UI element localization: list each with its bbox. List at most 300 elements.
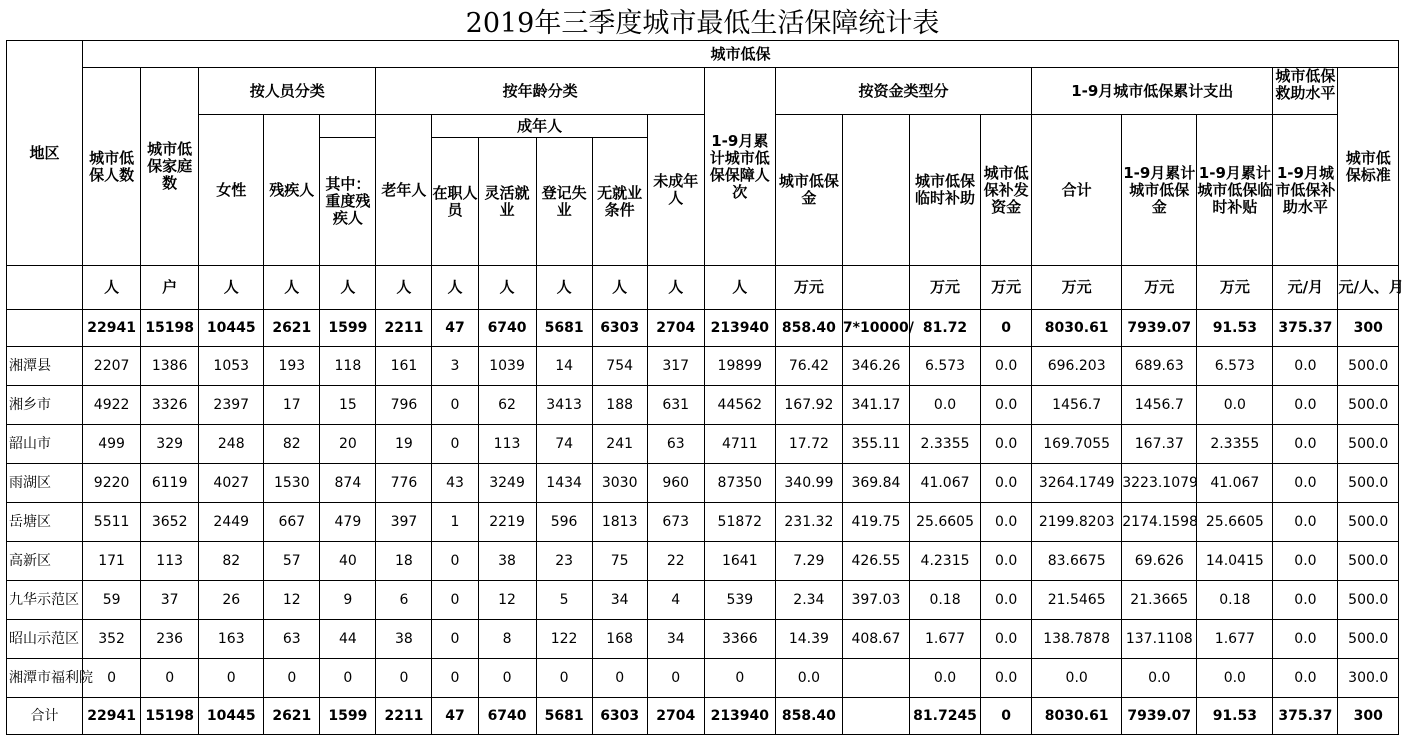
data-cell: 0	[432, 425, 478, 464]
total-cell: 15198	[141, 698, 199, 735]
data-cell: 0	[376, 659, 432, 698]
data-cell: 4.2315	[910, 542, 981, 581]
data-cell: 21.3665	[1122, 581, 1197, 620]
total-cell: 22941	[83, 698, 141, 735]
severe-disabled-header: 其中：重度残疾人	[320, 138, 376, 266]
data-cell: 3	[432, 347, 478, 386]
data-cell: 1039	[478, 347, 536, 386]
data-cell: 0.0	[981, 464, 1032, 503]
data-cell: 500.0	[1338, 542, 1399, 581]
cum-level-header: 1-9月城市低保补助水平	[1273, 115, 1338, 266]
data-cell: 0	[141, 659, 199, 698]
summary-cell: 0	[981, 310, 1032, 347]
summary-cell: 6303	[592, 310, 647, 347]
data-cell: 0	[432, 659, 478, 698]
person-times-header: 1-9月累计城市低保保障人次	[704, 68, 775, 266]
data-cell: 40	[320, 542, 376, 581]
data-cell: 0	[432, 542, 478, 581]
data-cell: 14	[536, 347, 592, 386]
data-cell: 113	[478, 425, 536, 464]
unit-cell: 万元	[1032, 266, 1122, 310]
table-row	[7, 386, 1399, 425]
data-cell: 0.0	[1273, 581, 1338, 620]
table-row	[7, 659, 1399, 698]
data-cell: 0.0	[1197, 659, 1273, 698]
data-cell: 2207	[83, 347, 141, 386]
region-cell: 湘潭市福利院	[7, 659, 83, 698]
summary-cell: 1599	[320, 310, 376, 347]
data-cell: 17.72	[775, 425, 842, 464]
data-cell: 369.84	[842, 464, 909, 503]
data-cell: 236	[141, 620, 199, 659]
data-cell: 0	[432, 581, 478, 620]
unit-cell	[842, 266, 909, 310]
data-cell: 2.3355	[1197, 425, 1273, 464]
total-cell: 8030.61	[1032, 698, 1122, 735]
region-cell: 雨湖区	[7, 464, 83, 503]
data-cell: 3249	[478, 464, 536, 503]
summary-cell: 2211	[376, 310, 432, 347]
data-cell: 539	[704, 581, 775, 620]
data-cell: 63	[264, 620, 320, 659]
data-cell: 163	[199, 620, 264, 659]
data-cell: 500.0	[1338, 386, 1399, 425]
data-cell: 500.0	[1338, 620, 1399, 659]
data-cell: 18	[376, 542, 432, 581]
data-cell: 34	[647, 620, 704, 659]
data-cell: 0.0	[981, 620, 1032, 659]
data-cell: 0	[264, 659, 320, 698]
data-cell: 82	[199, 542, 264, 581]
summary-cell: 22941	[83, 310, 141, 347]
data-cell: 340.99	[775, 464, 842, 503]
by-person-group-header: 按人员分类	[199, 68, 376, 115]
data-cell: 874	[320, 464, 376, 503]
data-cell: 419.75	[842, 503, 909, 542]
data-cell: 397.03	[842, 581, 909, 620]
data-cell: 1641	[704, 542, 775, 581]
data-cell: 0.0	[981, 425, 1032, 464]
region-cell: 昭山示范区	[7, 620, 83, 659]
data-cell	[842, 659, 909, 698]
data-cell: 122	[536, 620, 592, 659]
total-cell: 213940	[704, 698, 775, 735]
data-cell: 1530	[264, 464, 320, 503]
unit-cell: 人	[320, 266, 376, 310]
data-cell: 0.0	[981, 386, 1032, 425]
summary-region-cell	[7, 310, 83, 347]
data-cell: 0.0	[1122, 659, 1197, 698]
fund-supp-header: 城市低保补发资金	[981, 115, 1032, 266]
summary-cell: 15198	[141, 310, 199, 347]
city-dibao-group-header: 城市低保	[83, 41, 1399, 68]
data-cell: 17	[264, 386, 320, 425]
data-cell: 0.0	[1273, 503, 1338, 542]
adult-group-header: 成年人	[432, 115, 647, 138]
data-cell: 408.67	[842, 620, 909, 659]
data-cell: 0	[199, 659, 264, 698]
total-cell: 6740	[478, 698, 536, 735]
summary-cell: 7939.07	[1122, 310, 1197, 347]
summary-cell: 2621	[264, 310, 320, 347]
summary-cell: 10445	[199, 310, 264, 347]
data-cell: 248	[199, 425, 264, 464]
data-cell: 0	[432, 620, 478, 659]
data-cell: 44	[320, 620, 376, 659]
unit-cell: 万元	[775, 266, 842, 310]
data-cell: 1456.7	[1122, 386, 1197, 425]
data-cell: 3030	[592, 464, 647, 503]
total-cell: 375.37	[1273, 698, 1338, 735]
data-cell: 168	[592, 620, 647, 659]
data-cell: 22	[647, 542, 704, 581]
data-cell: 0.0	[981, 542, 1032, 581]
summary-cell: 7*10000/	[842, 310, 909, 347]
region-cell: 韶山市	[7, 425, 83, 464]
standard-header: 城市低保标准	[1338, 68, 1399, 266]
summary-cell: 81.72	[910, 310, 981, 347]
units-region-cell	[7, 266, 83, 310]
data-cell: 300.0	[1338, 659, 1399, 698]
data-cell: 5511	[83, 503, 141, 542]
data-cell: 241	[592, 425, 647, 464]
data-cell: 0.0	[775, 659, 842, 698]
data-cell: 499	[83, 425, 141, 464]
cum-total-header: 合计	[1032, 115, 1122, 266]
data-cell: 169.7055	[1032, 425, 1122, 464]
data-cell: 754	[592, 347, 647, 386]
data-cell: 500.0	[1338, 581, 1399, 620]
data-cell: 0.0	[1273, 659, 1338, 698]
data-cell: 3413	[536, 386, 592, 425]
table-row	[7, 425, 1399, 464]
persons-header: 城市低保人数	[83, 68, 141, 266]
data-cell: 231.32	[775, 503, 842, 542]
data-cell: 960	[647, 464, 704, 503]
data-cell: 346.26	[842, 347, 909, 386]
data-cell: 2199.8203	[1032, 503, 1122, 542]
summary-cell: 5681	[536, 310, 592, 347]
data-cell: 6.573	[1197, 347, 1273, 386]
data-cell: 9220	[83, 464, 141, 503]
data-cell: 0.0	[981, 659, 1032, 698]
data-cell: 138.7878	[1032, 620, 1122, 659]
data-cell: 0.0	[1273, 542, 1338, 581]
total-row	[7, 698, 1399, 735]
data-cell: 0	[432, 386, 478, 425]
data-cell: 74	[536, 425, 592, 464]
summary-cell: 213940	[704, 310, 775, 347]
data-cell: 0.0	[981, 581, 1032, 620]
households-header: 城市低保家庭数	[141, 68, 199, 266]
data-cell: 500.0	[1338, 464, 1399, 503]
disabled-header: 残疾人	[264, 115, 320, 266]
data-cell: 37	[141, 581, 199, 620]
data-cell: 76.42	[775, 347, 842, 386]
data-cell: 1	[432, 503, 478, 542]
data-cell: 2.3355	[910, 425, 981, 464]
data-cell: 25.6605	[910, 503, 981, 542]
data-cell: 6119	[141, 464, 199, 503]
by-age-group-header: 按年龄分类	[376, 68, 704, 115]
data-cell: 0.0	[1273, 347, 1338, 386]
table-row	[7, 542, 1399, 581]
data-cell: 0.0	[1197, 386, 1273, 425]
total-cell: 5681	[536, 698, 592, 735]
data-cell: 6.573	[910, 347, 981, 386]
minor-header: 未成年人	[647, 115, 704, 266]
data-cell: 317	[647, 347, 704, 386]
data-cell: 7.29	[775, 542, 842, 581]
flexible-header: 灵活就业	[478, 138, 536, 266]
summary-cell: 858.40	[775, 310, 842, 347]
data-cell: 38	[478, 542, 536, 581]
unit-cell: 人	[199, 266, 264, 310]
data-cell: 355.11	[842, 425, 909, 464]
data-cell: 0	[536, 659, 592, 698]
unit-cell: 人	[704, 266, 775, 310]
unit-cell: 人	[536, 266, 592, 310]
region-cell: 湘乡市	[7, 386, 83, 425]
data-cell: 673	[647, 503, 704, 542]
data-cell: 5	[536, 581, 592, 620]
data-cell: 0.0	[981, 347, 1032, 386]
data-cell: 8	[478, 620, 536, 659]
summary-cell: 47	[432, 310, 478, 347]
data-cell: 4711	[704, 425, 775, 464]
data-cell: 0.0	[981, 503, 1032, 542]
data-cell: 75	[592, 542, 647, 581]
employed-header: 在职人员	[432, 138, 478, 266]
data-cell: 0.0	[1273, 620, 1338, 659]
unit-cell: 户	[141, 266, 199, 310]
data-cell: 14.0415	[1197, 542, 1273, 581]
data-cell: 0	[83, 659, 141, 698]
unit-cell: 人	[478, 266, 536, 310]
data-cell: 3366	[704, 620, 775, 659]
unit-cell: 人	[432, 266, 478, 310]
statistics-table	[6, 40, 1404, 735]
registered-unemployed-header: 登记失业	[536, 138, 592, 266]
data-cell: 1.677	[1197, 620, 1273, 659]
total-cell: 300	[1338, 698, 1399, 735]
data-cell: 479	[320, 503, 376, 542]
data-cell: 188	[592, 386, 647, 425]
region-cell: 岳塘区	[7, 503, 83, 542]
summary-cell: 300	[1338, 310, 1399, 347]
data-cell: 83.6675	[1032, 542, 1122, 581]
data-cell: 776	[376, 464, 432, 503]
data-cell: 352	[83, 620, 141, 659]
total-cell: 91.53	[1197, 698, 1273, 735]
data-cell: 1053	[199, 347, 264, 386]
total-cell: 2211	[376, 698, 432, 735]
data-cell: 9	[320, 581, 376, 620]
data-cell: 41.067	[910, 464, 981, 503]
summary-cell: 8030.61	[1032, 310, 1122, 347]
data-cell: 1456.7	[1032, 386, 1122, 425]
unit-cell: 元/月	[1273, 266, 1338, 310]
data-cell: 1434	[536, 464, 592, 503]
total-cell: 858.40	[775, 698, 842, 735]
data-cell: 0	[592, 659, 647, 698]
fund-basic-header: 城市低保金	[775, 115, 842, 266]
data-cell: 1.677	[910, 620, 981, 659]
data-cell: 0.0	[910, 386, 981, 425]
data-cell: 137.1108	[1122, 620, 1197, 659]
total-cell	[842, 698, 909, 735]
data-cell: 689.63	[1122, 347, 1197, 386]
data-cell: 161	[376, 347, 432, 386]
data-cell: 19899	[704, 347, 775, 386]
data-cell: 69.626	[1122, 542, 1197, 581]
data-cell: 118	[320, 347, 376, 386]
fund-temp-header: 城市低保临时补助	[910, 115, 981, 266]
data-cell: 6	[376, 581, 432, 620]
unit-cell: 人	[83, 266, 141, 310]
data-cell: 41.067	[1197, 464, 1273, 503]
data-cell: 1813	[592, 503, 647, 542]
unit-cell: 人	[592, 266, 647, 310]
data-cell: 426.55	[842, 542, 909, 581]
total-label-cell: 合计	[7, 698, 83, 735]
data-cell: 4922	[83, 386, 141, 425]
summary-cell: 375.37	[1273, 310, 1338, 347]
data-cell: 0	[704, 659, 775, 698]
data-cell: 59	[83, 581, 141, 620]
data-cell: 43	[432, 464, 478, 503]
total-cell: 2621	[264, 698, 320, 735]
data-cell: 82	[264, 425, 320, 464]
region-cell: 九华示范区	[7, 581, 83, 620]
table-row	[7, 347, 1399, 386]
data-cell: 2.34	[775, 581, 842, 620]
cumulative-group-header: 1-9月城市低保累计支出	[1032, 68, 1273, 115]
relief-level-group-header: 城市低保救助水平	[1273, 68, 1338, 115]
data-cell: 500.0	[1338, 503, 1399, 542]
region-cell: 湘潭县	[7, 347, 83, 386]
data-cell: 12	[478, 581, 536, 620]
region-cell: 高新区	[7, 542, 83, 581]
data-cell: 397	[376, 503, 432, 542]
total-cell: 6303	[592, 698, 647, 735]
total-cell: 81.7245	[910, 698, 981, 735]
data-cell: 2449	[199, 503, 264, 542]
data-cell: 4027	[199, 464, 264, 503]
data-cell: 34	[592, 581, 647, 620]
data-cell: 3652	[141, 503, 199, 542]
by-fund-group-header: 按资金类型分	[775, 68, 1031, 115]
units-row	[7, 266, 1399, 310]
total-cell: 47	[432, 698, 478, 735]
unit-cell: 人	[647, 266, 704, 310]
data-cell: 3264.1749	[1032, 464, 1122, 503]
fund-blank-header	[842, 115, 909, 266]
data-cell: 51872	[704, 503, 775, 542]
data-cell: 796	[376, 386, 432, 425]
data-cell: 2219	[478, 503, 536, 542]
summary-row	[7, 310, 1399, 347]
data-cell: 171	[83, 542, 141, 581]
data-cell: 57	[264, 542, 320, 581]
cum-temp-header: 1-9月累计城市低保临时补贴	[1197, 115, 1273, 266]
data-cell: 4	[647, 581, 704, 620]
data-cell: 0	[320, 659, 376, 698]
unable-header: 无就业条件	[592, 138, 647, 266]
summary-cell: 91.53	[1197, 310, 1273, 347]
page-title: 2019年三季度城市最低生活保障统计表	[465, 7, 940, 39]
data-cell: 26	[199, 581, 264, 620]
data-cell: 3223.1079	[1122, 464, 1197, 503]
data-cell: 15	[320, 386, 376, 425]
unit-cell: 元/人、月	[1338, 266, 1399, 310]
data-cell: 38	[376, 620, 432, 659]
data-cell: 25.6605	[1197, 503, 1273, 542]
unit-cell: 人	[376, 266, 432, 310]
data-cell: 23	[536, 542, 592, 581]
data-cell: 329	[141, 425, 199, 464]
data-cell: 0.18	[1197, 581, 1273, 620]
data-cell: 167.37	[1122, 425, 1197, 464]
region-header: 地区	[7, 41, 83, 266]
spacer-cell	[320, 115, 376, 138]
data-cell: 667	[264, 503, 320, 542]
data-cell: 14.39	[775, 620, 842, 659]
data-cell: 0.0	[1273, 386, 1338, 425]
data-cell: 87350	[704, 464, 775, 503]
data-cell: 1386	[141, 347, 199, 386]
data-cell: 0.0	[1032, 659, 1122, 698]
data-cell: 500.0	[1338, 347, 1399, 386]
summary-cell: 2704	[647, 310, 704, 347]
data-cell: 596	[536, 503, 592, 542]
data-cell: 631	[647, 386, 704, 425]
unit-cell: 万元	[910, 266, 981, 310]
female-header: 女性	[199, 115, 264, 266]
total-cell: 0	[981, 698, 1032, 735]
data-cell: 12	[264, 581, 320, 620]
table-row	[7, 503, 1399, 542]
data-cell: 63	[647, 425, 704, 464]
unit-cell: 人	[264, 266, 320, 310]
unit-cell: 万元	[1197, 266, 1273, 310]
data-cell: 0	[647, 659, 704, 698]
data-cell: 44562	[704, 386, 775, 425]
unit-cell: 万元	[981, 266, 1032, 310]
data-cell: 113	[141, 542, 199, 581]
data-cell: 0.0	[1273, 425, 1338, 464]
data-cell: 3326	[141, 386, 199, 425]
data-cell: 0	[478, 659, 536, 698]
elderly-header: 老年人	[376, 115, 432, 266]
data-cell: 2174.1598	[1122, 503, 1197, 542]
data-cell: 2397	[199, 386, 264, 425]
total-cell: 1599	[320, 698, 376, 735]
table-row	[7, 620, 1399, 659]
unit-cell: 万元	[1122, 266, 1197, 310]
total-cell: 2704	[647, 698, 704, 735]
data-cell: 341.17	[842, 386, 909, 425]
data-cell: 20	[320, 425, 376, 464]
data-cell: 19	[376, 425, 432, 464]
data-cell: 0.0	[1273, 464, 1338, 503]
total-cell: 7939.07	[1122, 698, 1197, 735]
data-cell: 500.0	[1338, 425, 1399, 464]
data-cell: 62	[478, 386, 536, 425]
data-cell: 193	[264, 347, 320, 386]
table-row	[7, 581, 1399, 620]
summary-cell: 6740	[478, 310, 536, 347]
